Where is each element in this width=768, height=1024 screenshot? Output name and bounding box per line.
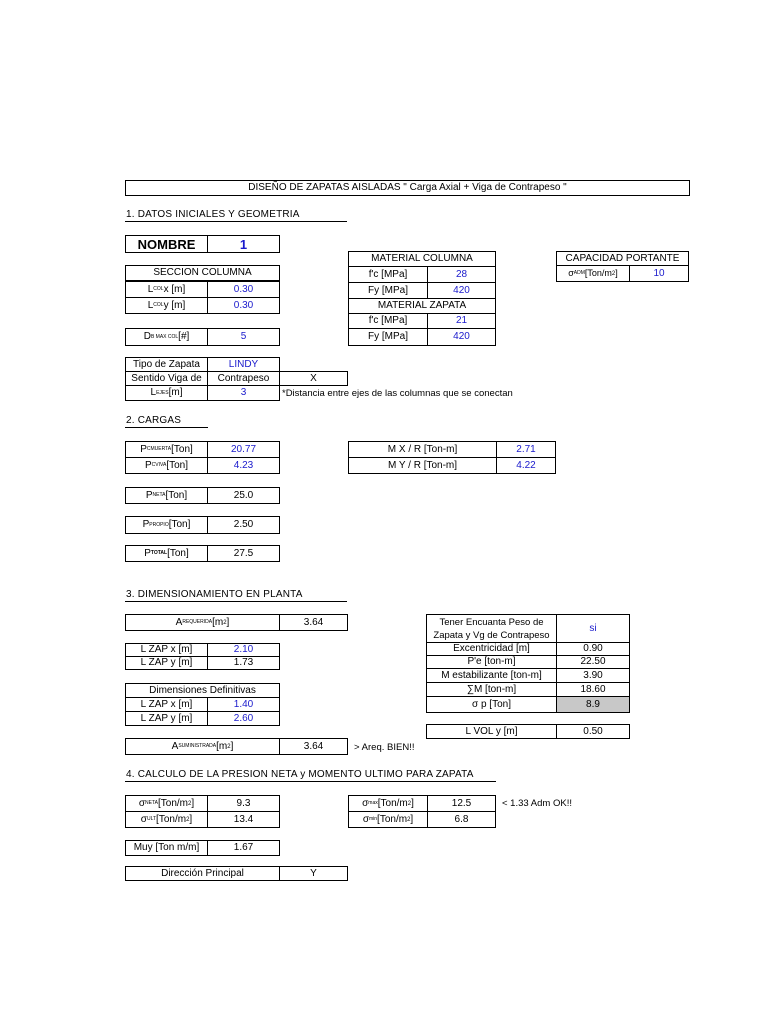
my-label: M Y / R [Ton-m] (348, 457, 497, 474)
my-value[interactable]: 4.22 (496, 457, 556, 474)
p-neta-value: 25.0 (207, 487, 280, 504)
muy-label: Muy [Ton m/m] (125, 840, 208, 856)
a-requerida-value: 3.64 (279, 614, 348, 631)
m-estabilizante-value: 3.90 (556, 668, 630, 683)
lvol-y-label: L VOL y [m] (426, 724, 557, 739)
tipo-zapata-label: Tipo de Zapata (125, 357, 208, 372)
fc-columna-label: f'c [MPa] (348, 266, 428, 283)
m-estabilizante-label: M estabilizante [ton-m] (426, 668, 557, 683)
lcoly-label: L COL y [m] (125, 297, 208, 314)
section-4-header: 4. CALCULO DE LA PRESION NETA y MOMENTO ULTIMO PARA ZAPATA (126, 769, 474, 780)
sigma-ult-label: σ ULT [Ton/m 2 ] (125, 811, 208, 828)
lzap-y-def-value[interactable]: 2.60 (207, 711, 280, 726)
peso-zapata-label: Tener Encuanta Peso de Zapata y Vg de Contrapeso (426, 614, 557, 643)
lejes-value[interactable]: 3 (207, 385, 280, 401)
p-cmuerta-label: P CMUERTA [Ton] (125, 441, 208, 458)
sigma-p-value: 8.9 (556, 696, 630, 713)
a-requerida-label: A REQUERIDA [m 2 ] (125, 614, 280, 631)
section-2-header: 2. CARGAS (126, 415, 182, 426)
sigma-adm-label: σ ADM [Ton/m 2 ] (556, 265, 630, 282)
direccion-principal-label: Dirección Principal (125, 866, 280, 881)
sigma-p-label: σ p [Ton] (426, 696, 557, 713)
a-suministrada-note: > Areq. BIEN!! (354, 742, 415, 753)
sigma-min-label: σ min [Ton/m 2 ] (348, 811, 428, 828)
p-cviva-label: P CVIVA [Ton] (125, 457, 208, 474)
sentido-viga-label: Sentido Viga de (125, 371, 208, 386)
lejes-label: L EJES [m] (125, 385, 208, 401)
sentido-viga-value: Contrapeso (207, 371, 280, 386)
fy-zapata-label: Fy [MPa] (348, 328, 428, 346)
sigma-neta-label: σ NETA [Ton/m 2 ] (125, 795, 208, 812)
a-suministrada-value: 3.64 (279, 738, 348, 755)
p-total-value: 27.5 (207, 545, 280, 562)
seccion-columna-header: SECCION COLUMNA (125, 265, 280, 281)
direccion-principal-value: Y (279, 866, 348, 881)
lzap-y-label: L ZAP y [m] (125, 656, 208, 670)
pe-value: 22.50 (556, 655, 630, 669)
excentricidad-label: Excentricidad [m] (426, 642, 557, 656)
sentido-viga-x[interactable]: X (279, 371, 348, 386)
sigma-max-value: 12.5 (427, 795, 496, 812)
section-1-header: 1. DATOS INICIALES Y GEOMETRIA (126, 209, 300, 220)
p-total-label: P TOTAL [Ton] (125, 545, 208, 562)
fc-zapata-label: f'c [MPa] (348, 313, 428, 329)
p-propio-value: 2.50 (207, 516, 280, 534)
material-columna-header: MATERIAL COLUMNA (348, 251, 496, 267)
dimensiones-definitivas-header: Dimensiones Definitivas (125, 683, 280, 698)
sigma-adm-value[interactable]: 10 (629, 265, 689, 282)
lcolx-value[interactable]: 0.30 (207, 281, 280, 298)
sigma-neta-value: 9.3 (207, 795, 280, 812)
lzap-x-def-label: L ZAP x [m] (125, 697, 208, 712)
mx-label: M X / R [Ton-m] (348, 441, 497, 458)
capacidad-portante-header: CAPACIDAD PORTANTE (556, 251, 689, 266)
fc-zapata-value[interactable]: 21 (427, 313, 496, 329)
fy-columna-value[interactable]: 420 (427, 282, 496, 299)
p-cviva-value[interactable]: 4.23 (207, 457, 280, 474)
sheet-title: DISEÑO DE ZAPATAS AISLADAS " Carga Axial + Viga de Contrapeso " (125, 180, 690, 196)
sigma-min-value: 6.8 (427, 811, 496, 828)
lzap-y-value: 1.73 (207, 656, 280, 670)
pe-label: P'e [ton-m] (426, 655, 557, 669)
db-max-col-value[interactable]: 5 (207, 328, 280, 346)
fy-columna-label: Fy [MPa] (348, 282, 428, 299)
lzap-x-value[interactable]: 2.10 (207, 643, 280, 657)
sum-m-value: 18.60 (556, 682, 630, 697)
p-cmuerta-value[interactable]: 20.77 (207, 441, 280, 458)
sigma-ult-value: 13.4 (207, 811, 280, 828)
section-3-header: 3. DIMENSIONAMIENTO EN PLANTA (126, 589, 303, 600)
sigma-max-note: < 1.33 Adm OK!! (502, 798, 572, 809)
p-propio-label: P PROPIO [Ton] (125, 516, 208, 534)
muy-value: 1.67 (207, 840, 280, 856)
sum-m-label: ∑M [ton-m] (426, 682, 557, 697)
mx-value[interactable]: 2.71 (496, 441, 556, 458)
lvol-y-value: 0.50 (556, 724, 630, 739)
lzap-x-def-value[interactable]: 1.40 (207, 697, 280, 712)
db-max-col-label: D B MAX COL [#] (125, 328, 208, 346)
a-suministrada-label: A SUMINISTRADA [m 2 ] (125, 738, 280, 755)
nombre-value[interactable]: 1 (207, 235, 280, 253)
lcolx-label: L COL x [m] (125, 281, 208, 298)
section-2-underline (125, 427, 208, 428)
lejes-note: *Distancia entre ejes de las columnas que se conectan (282, 388, 513, 399)
sigma-max-label: σ max [Ton/m 2 ] (348, 795, 428, 812)
lcoly-value[interactable]: 0.30 (207, 297, 280, 314)
fc-columna-value[interactable]: 28 (427, 266, 496, 283)
tipo-zapata-value[interactable]: LINDY (207, 357, 280, 372)
material-zapata-header: MATERIAL ZAPATA (348, 298, 496, 314)
section-1-underline (125, 221, 347, 222)
section-3-underline (125, 601, 347, 602)
lzap-x-label: L ZAP x [m] (125, 643, 208, 657)
nombre-label: NOMBRE (125, 235, 208, 253)
lzap-y-def-label: L ZAP y [m] (125, 711, 208, 726)
excentricidad-value: 0.90 (556, 642, 630, 656)
peso-zapata-value[interactable]: si (556, 614, 630, 643)
section-4-underline (125, 781, 496, 782)
p-neta-label: P NETA [Ton] (125, 487, 208, 504)
fy-zapata-value[interactable]: 420 (427, 328, 496, 346)
